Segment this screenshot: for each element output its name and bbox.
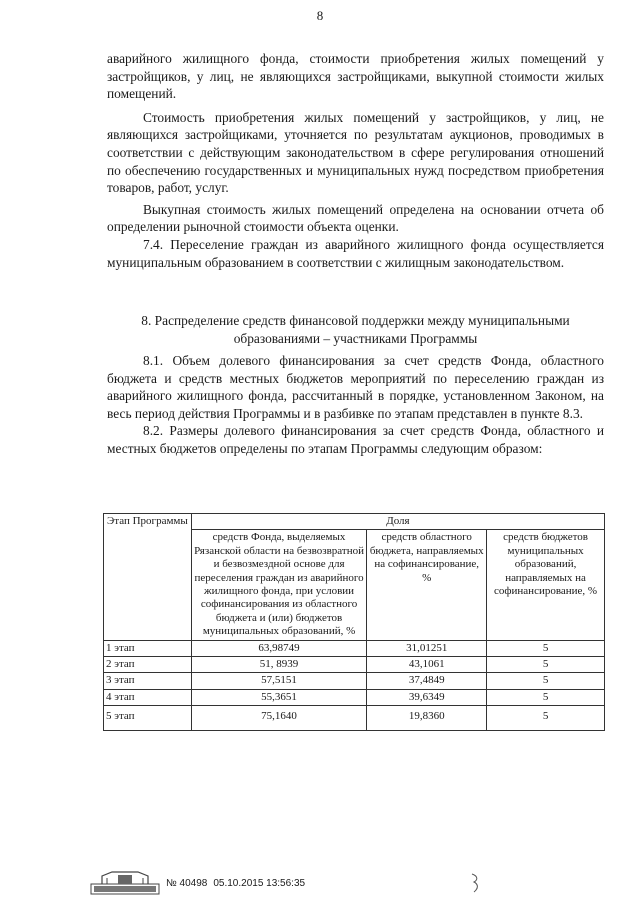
table-header-row <box>104 514 605 530</box>
local-cell: 5 <box>487 657 605 673</box>
region-cell: 43,1061 <box>367 657 487 673</box>
table-row <box>104 673 605 689</box>
stage-cell: 4 этап <box>104 689 192 705</box>
stage-cell: 3 этап <box>104 673 192 689</box>
fund-cell: 57,5151 <box>191 673 366 689</box>
local-cell: 5 <box>487 706 605 730</box>
section-heading: 8. Распределение средств финансовой поддержки между муниципальными образованиями – участниками Программы <box>141 313 570 346</box>
region-cell: 19,8360 <box>367 706 487 730</box>
local-cell: 5 <box>487 640 605 656</box>
share-header: Доля <box>191 514 604 530</box>
region-cell: 37,4849 <box>367 673 487 689</box>
paragraph: 8.2. Размеры долевого финансирования за счет средств Фонда, областного и местных бюджетов определены по этапам Программы следующим образом: <box>107 423 604 456</box>
table-row <box>104 706 605 730</box>
table-row <box>104 640 605 656</box>
stage-cell: 5 этап <box>104 706 192 730</box>
local-cell: 5 <box>487 673 605 689</box>
paragraph: 8.1. Объем долевого финансирования за счет средств Фонда, областного бюджета и средств местных бюджетов мероприятий по переселению граждан из аварийного жилищного фонда, рассчитанный в порядке, установленном Законом, на весь период действия Программы и в разбивке по этапам представлен в пункте 8.3. <box>107 353 604 421</box>
table-row <box>104 689 605 705</box>
local-cell: 5 <box>487 689 605 705</box>
document-timestamp: 05.10.2015 13:56:35 <box>213 877 306 889</box>
body-text-bottom <box>107 352 604 458</box>
stage-cell: 1 этап <box>104 640 192 656</box>
table-row <box>104 657 605 673</box>
registry-logo-icon <box>90 870 160 896</box>
region-cell: 39,6349 <box>367 689 487 705</box>
financing-table <box>103 513 605 731</box>
document-number: № 40498 <box>166 877 208 889</box>
fund-cell: 63,98749 <box>191 640 366 656</box>
stage-header: Этап Программы <box>104 514 192 641</box>
fund-header: средств Фонда, выделяемых Рязанской области на безвозвратной и безвозмездной основе для переселения граждан из аварийного жилищного фонда, при условии софинансирования из областного бюджета и (или) бюджетов муниципальных образований, % <box>191 530 366 640</box>
fund-cell: 75,1640 <box>191 706 366 730</box>
page-number: 8 <box>316 8 324 23</box>
paragraph: Стоимость приобретения жилых помещений у застройщиков, у лиц, не являющихся застройщиками, уточняется по результатам аукционов, проводимых в соответствии с действующим законодательством в сфере регулирования отношений по обеспечению государственных и муниципальных нужд посредством приобретения товаров, работ, услуг. <box>107 109 604 196</box>
fund-cell: 51, 8939 <box>191 657 366 673</box>
stage-cell: 2 этап <box>104 657 192 673</box>
paragraph: Выкупная стоимость жилых помещений определена на основании отчета об определении рыночной стоимости объекта оценки. <box>107 201 604 235</box>
local-header: средств бюджетов муниципальных образований, направляемых на софинансирование, % <box>487 530 605 640</box>
footer <box>90 870 305 896</box>
paragraph: аварийного жилищного фонда, стоимости приобретения жилых помещений у застройщиков, у лиц, не являющихся застройщиками, выкупной стоимости жилых помещений. <box>107 51 604 102</box>
fund-cell: 55,3651 <box>191 689 366 705</box>
paragraph: 7.4. Переселение граждан из аварийного жилищного фонда осуществляется муниципальным образованием в соответствии с жилищным законодательством. <box>107 236 604 270</box>
handwritten-mark-icon <box>468 872 482 894</box>
region-header: средств областного бюджета, направляемых на софинансирование, % <box>367 530 487 640</box>
region-cell: 31,01251 <box>367 640 487 656</box>
body-text-top <box>107 50 604 271</box>
